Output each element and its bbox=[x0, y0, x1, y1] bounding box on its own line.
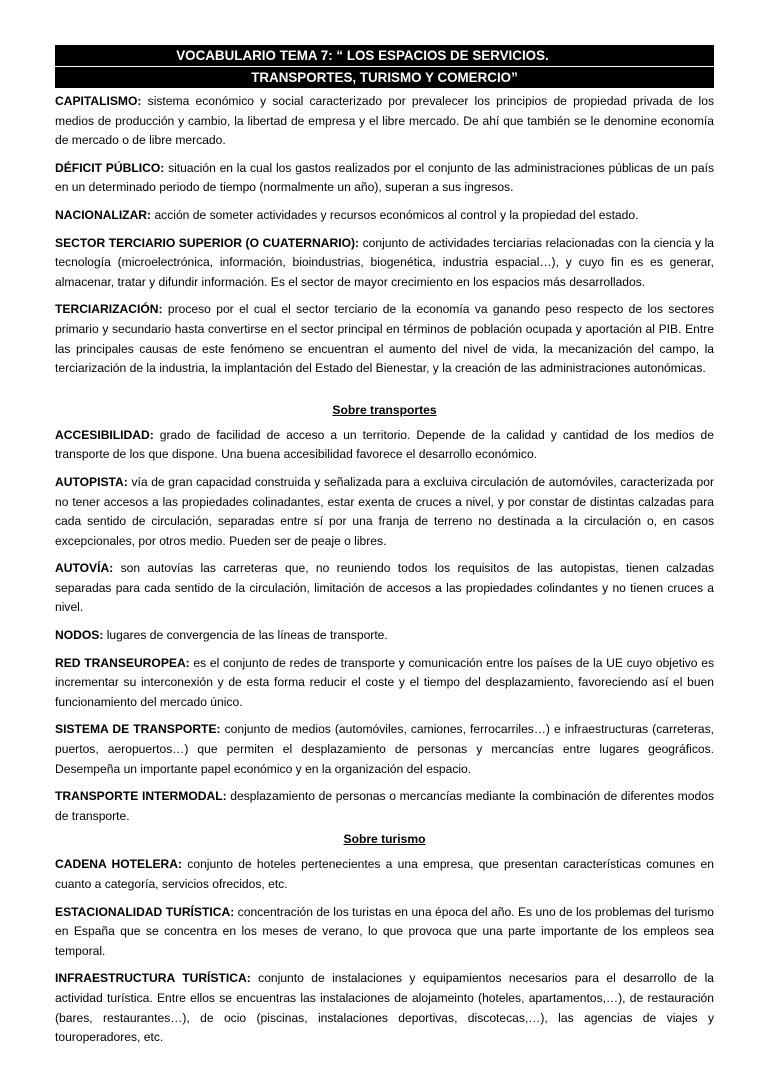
intro-terms bbox=[55, 92, 714, 379]
term-sistema-de-transporte bbox=[55, 720, 714, 779]
term-name: NACIONALIZAR: bbox=[55, 207, 152, 222]
term-name: DÉFICIT PÚBLICO: bbox=[55, 160, 165, 175]
term-name: ACCESIBILIDAD: bbox=[55, 427, 154, 442]
document-header bbox=[55, 45, 714, 88]
header-title-text-1: VOCABULARIO TEMA 7: “ LOS ESPACIOS DE SERVICIOS. bbox=[176, 48, 549, 63]
term-definition: grado de facilidad de acceso a un territorio. Depende de la calidad y cantidad de los medios de transporte de los que dispone. Una buena accesibilidad favorece el desarrollo económico. bbox=[55, 427, 714, 462]
term-name: INFRAESTRUCTURA TURÍSTICA: bbox=[55, 971, 251, 986]
term-terciarizacion bbox=[55, 300, 714, 378]
term-cadena-hotelera bbox=[55, 855, 714, 894]
term-definition: son autovías las carreteras que, no reuniendo todos los requisitos de las autopistas, tienen calzadas separadas para cada sentido de la circulación, limitación de accesos a las propiedades colindantes y no tienen cruces a nivel. bbox=[55, 561, 714, 615]
term-accesibilidad bbox=[55, 426, 714, 465]
term-definition: proceso por el cual el sector terciario de la economía va ganando peso respecto de los sectores primario y secundario hasta convertirse en el sector principal en términos de población ocupada y aportación al PIB. Entre las principales causas de este fenómeno se encuentran el aumento del nivel de vida, la mecanización del campo, la terciarización de la industria, la implantación del Estado del Bienestar, y la creación de las administraciones autonómicas. bbox=[55, 302, 714, 376]
document-page bbox=[55, 45, 714, 1056]
transport-terms bbox=[55, 426, 714, 827]
term-definition: es el conjunto de redes de transporte y comunicación entre los países de la UE cuyo objetivo es incrementar su interconexión y de esta forma reducir el coste y el tiempo del desplazamiento, favoreciendo así el buen funcionamiento del mercado único. bbox=[55, 655, 714, 709]
term-nodos bbox=[55, 626, 714, 646]
term-definition: sistema económico y social caracterizado por prevalecer los principios de propiedad privada de los medios de producción y cambio, la libertad de empresa y el libre mercado. De ahí que también se le denomine economía de mercado o de libre mercado. bbox=[55, 94, 714, 148]
header-title-line-2: TRANSPORTES, TURISMO Y COMERCIO” bbox=[251, 70, 518, 85]
term-definition: lugares de convergencia de las líneas de transporte. bbox=[106, 628, 388, 643]
term-name: AUTOVÍA: bbox=[55, 561, 114, 576]
term-definition: vía de gran capacidad construida y señalizada para a excluiva circulación de automóviles, caracterizada por no tener accesos a las propiedades colinadantes, estar exenta de cruces a nivel, y por constar de distintas calzadas para cada sentido de circulación, separadas entre sí por una franja de terreno no destinada a la circulación o, en casos excepcionales, por otros medio. Pueden ser de peaje o libres. bbox=[55, 474, 714, 548]
term-definition: situación en la cual los gastos realizados por el conjunto de las administraciones públicas de un país en un determinado periodo de tiempo (normalmente un año), superan a sus ingresos. bbox=[55, 160, 714, 195]
header-title-line-1 bbox=[55, 45, 714, 67]
section-title-transportes: Sobre transportes bbox=[332, 402, 437, 417]
term-estacionalidad-turistica bbox=[55, 903, 714, 962]
term-definition: conjunto de hoteles pertenecientes a una empresa, que presentan características comunes en cuanto a categoría, servicios ofrecidos, etc. bbox=[55, 857, 714, 891]
section-title-turismo: Sobre turismo bbox=[343, 832, 426, 847]
term-infraestructura-turistica bbox=[55, 969, 714, 1047]
term-name: TERCIARIZACIÓN: bbox=[55, 302, 163, 317]
term-definition: conjunto de instalaciones y equipamientos necesarios para el desarrollo de la actividad turística. Entre ellos se encuentras las instalaciones de alojameinto (hoteles, apartamentos,…), de restauración (bares, restaurantes…), de ocio (piscinas, instalaciones deportivas, discotecas,…), las agencias de viajes y touroperadores, etc. bbox=[55, 971, 714, 1045]
term-name: ESTACIONALIDAD TURÍSTICA: bbox=[55, 904, 235, 919]
term-red-transeuropea bbox=[55, 654, 714, 713]
term-sector-terciario-superior bbox=[55, 234, 714, 293]
term-name: CADENA HOTELERA: bbox=[55, 857, 183, 872]
term-definition: concentración de los turistas en una época del año. Es uno de los problemas del turismo en España que se concentra en los meses de verano, lo que provoca que una parte importante de los empleos sea temporal. bbox=[55, 904, 714, 958]
term-definition: conjunto de actividades terciarias relacionadas con la ciencia y la tecnología (microelectrónica, información, bioindustrias, biogenética, industria espacial…), y cuyo fin es es generar, almacenar, tratar y difundir información. Es el sector de mayor crecimiento en los espacios más desarrollados. bbox=[55, 235, 714, 289]
term-name: CAPITALISMO: bbox=[55, 94, 142, 108]
term-transporte-intermodal bbox=[55, 787, 714, 826]
term-definition: acción de someter actividades y recursos económicos al control y la propiedad del estado. bbox=[154, 207, 639, 222]
term-name: SISTEMA DE TRANSPORTE: bbox=[55, 722, 221, 737]
term-name: RED TRANSEUROPEA: bbox=[55, 655, 190, 670]
term-name: TRANSPORTE INTERMODAL: bbox=[55, 789, 227, 804]
tourism-terms bbox=[55, 855, 714, 1047]
term-deficit-publico bbox=[55, 159, 714, 198]
term-definition: conjunto de medios (automóviles, camiones, ferrocarriles…) e infraestructuras (carreteras, puertos, aeropuertos…) que permiten el desplazamiento de personas y mercancías entre lugares geográficos. Desempeña un importante papel económico y en la organización del espacio. bbox=[55, 722, 714, 776]
term-capitalismo bbox=[55, 92, 714, 151]
term-autopista bbox=[55, 473, 714, 551]
term-autovia bbox=[55, 559, 714, 618]
term-name: NODOS: bbox=[55, 628, 104, 643]
term-name: SECTOR TERCIARIO SUPERIOR (O CUATERNARIO): bbox=[55, 235, 360, 250]
term-name: AUTOPISTA: bbox=[55, 474, 128, 489]
term-definition: desplazamiento de personas o mercancías mediante la combinación de diferentes modos de transporte. bbox=[55, 789, 714, 823]
term-nacionalizar bbox=[55, 206, 714, 226]
